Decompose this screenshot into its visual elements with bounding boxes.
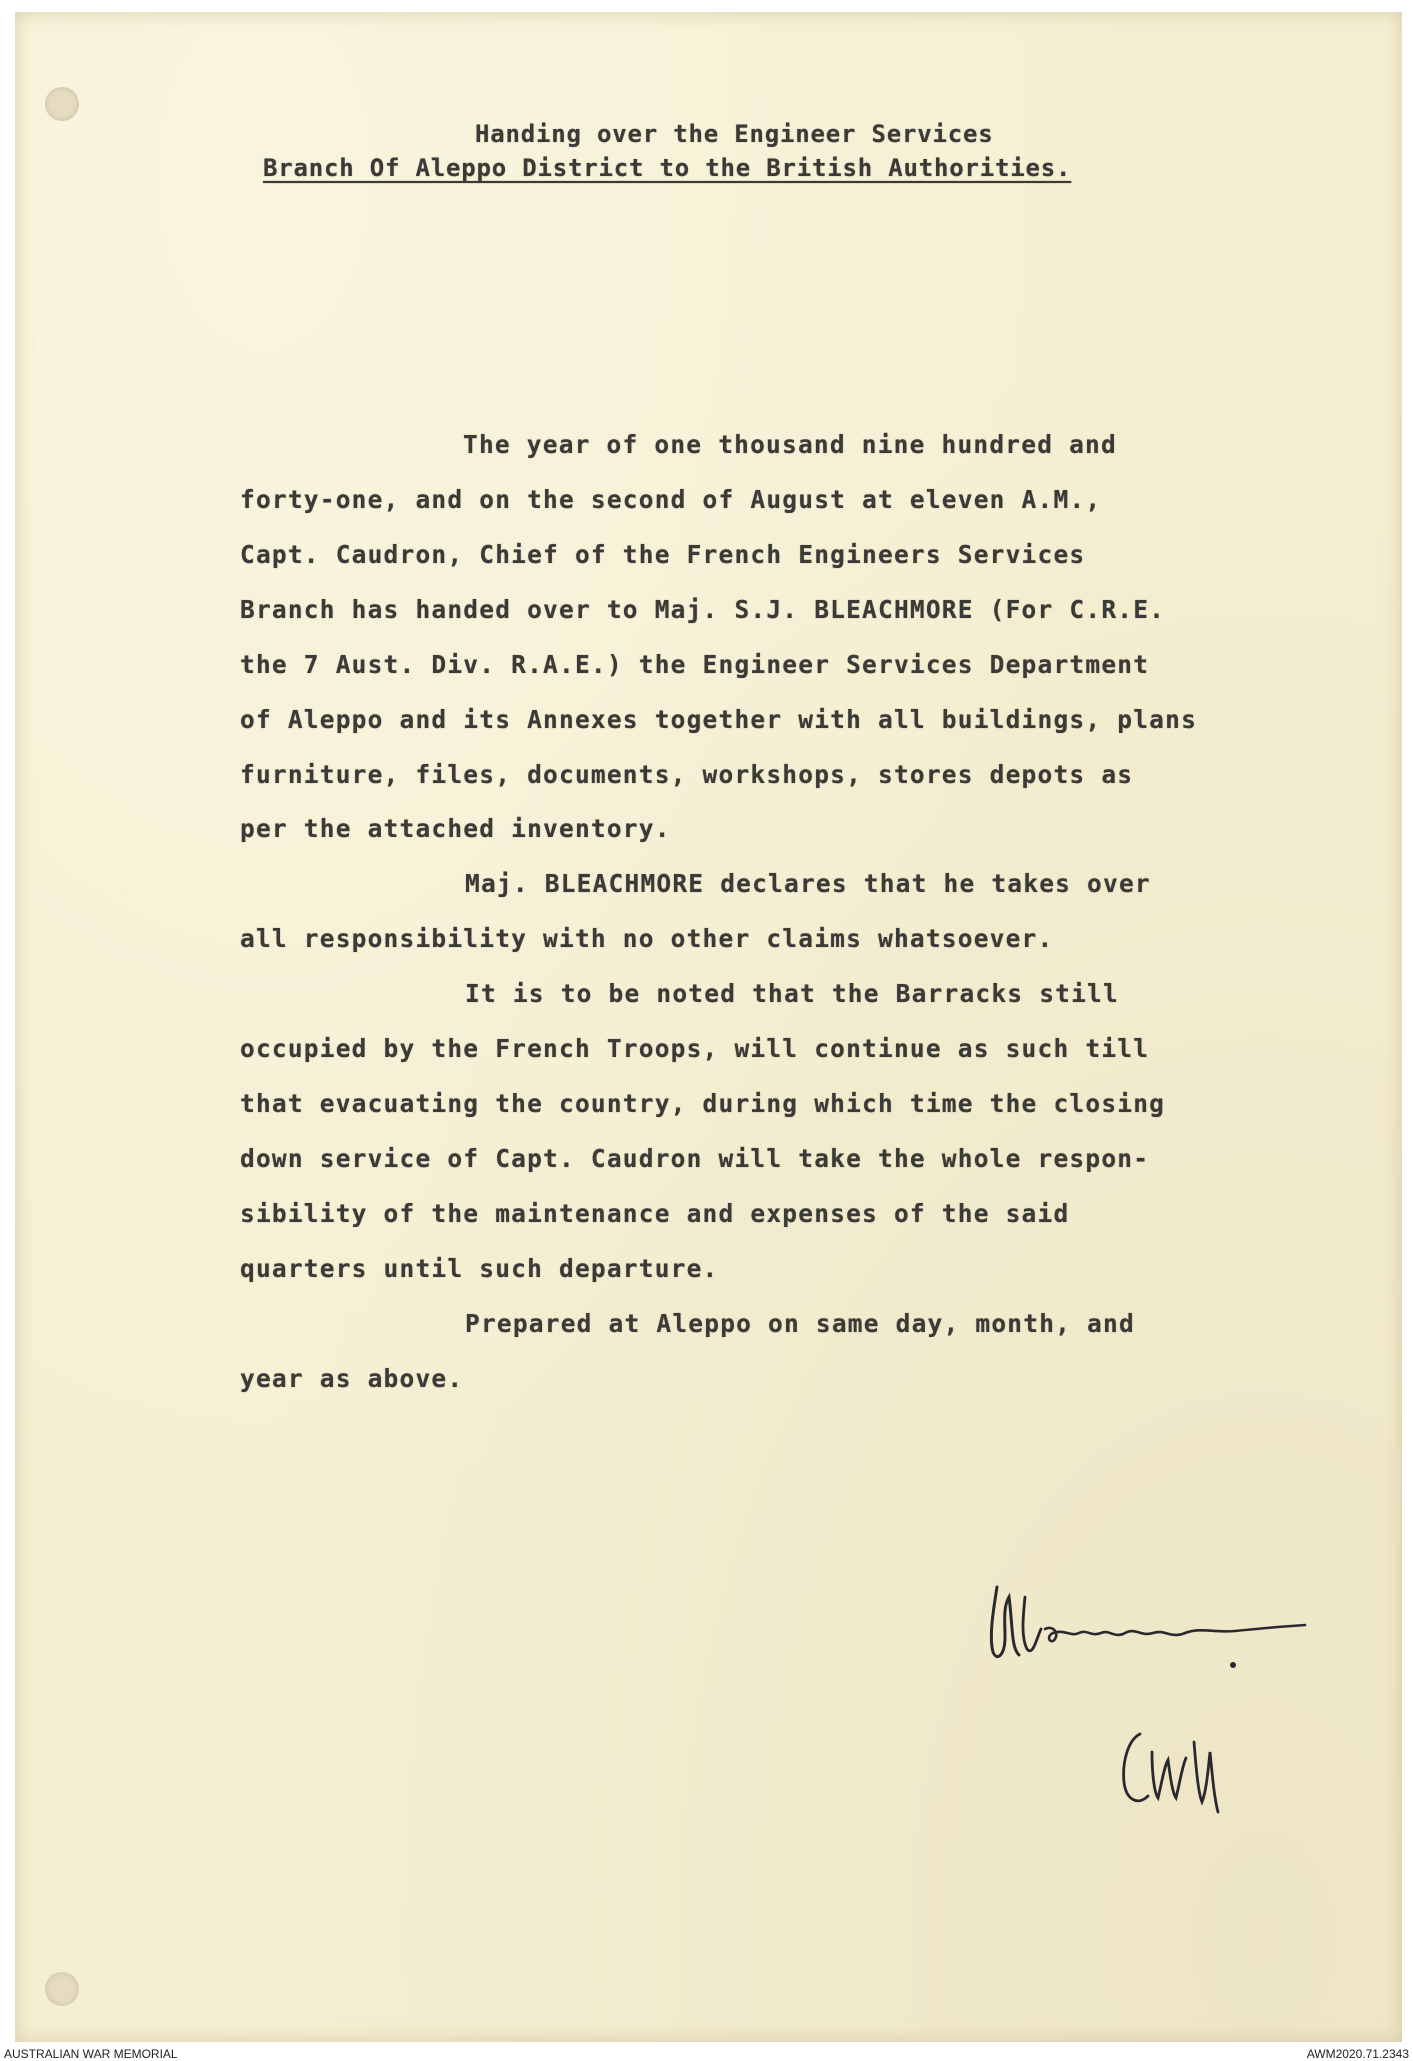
body-line: Maj. BLEACHMORE declares that he takes over <box>465 869 1151 898</box>
body-line: Prepared at Aleppo on same day, month, and <box>465 1309 1135 1338</box>
signature-bleachmore <box>975 1567 1315 1677</box>
footer-accession-number: AWM2020.71.2343 <box>1306 2047 1409 2061</box>
body-line: occupied by the French Troops, will continue as such till <box>240 1034 1150 1063</box>
body-line: The year of one thousand nine hundred and <box>463 430 1117 459</box>
punch-hole-top <box>45 87 79 121</box>
body-line: all responsibility with no other claims whatsoever. <box>240 924 1054 953</box>
body-line: quarters until such departure. <box>240 1254 719 1283</box>
body-line: year as above. <box>240 1364 464 1393</box>
body-line: forty-one, and on the second of August at eleven A.M., <box>240 485 1102 514</box>
body-line: It is to be noted that the Barracks still <box>465 979 1119 1008</box>
document-page <box>15 12 1402 2042</box>
body-line: of Aleppo and its Annexes together with all buildings, plans <box>240 705 1198 734</box>
body-line: down service of Capt. Caudron will take the whole respon- <box>240 1144 1150 1173</box>
body-line: furniture, files, documents, workshops, stores depots as <box>240 760 1134 789</box>
signature-initials <box>1110 1712 1240 1822</box>
document-title-line-2: Branch Of Aleppo District to the British Authorities. <box>263 154 1072 182</box>
body-line: the 7 Aust. Div. R.A.E.) the Engineer Services Department <box>240 650 1150 679</box>
body-line: sibility of the maintenance and expenses of the said <box>240 1199 1070 1228</box>
body-line: per the attached inventory. <box>240 814 671 843</box>
footer-institution: AUSTRALIAN WAR MEMORIAL <box>4 2047 178 2061</box>
body-line: Capt. Caudron, Chief of the French Engineers Services <box>240 540 1086 569</box>
body-line: that evacuating the country, during which time the closing <box>240 1089 1166 1118</box>
document-title-line-1: Handing over the Engineer Services <box>475 120 994 148</box>
punch-hole-bottom <box>45 1972 79 2006</box>
body-line: Branch has handed over to Maj. S.J. BLEACHMORE (For C.R.E. <box>240 595 1166 624</box>
